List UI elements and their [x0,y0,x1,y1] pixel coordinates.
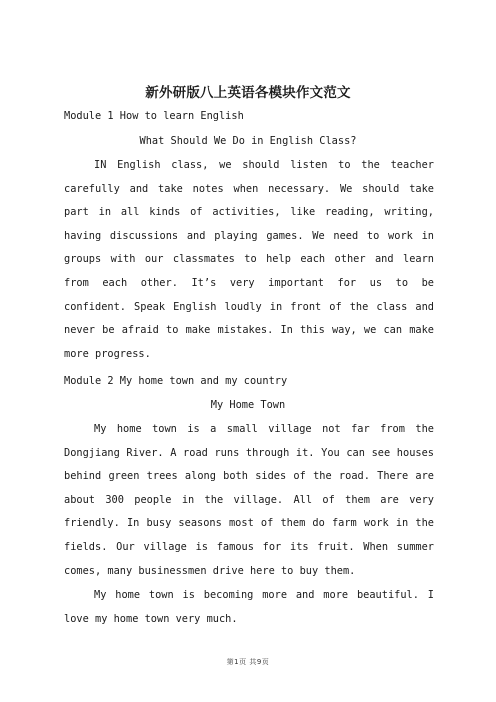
module-1-essay-paragraph: IN English class, we should listen to the teacher carefully and take notes when necessary. We should take part in all kinds of activities, like reading, writing, having discussions and playing games. We need to work in groups with our classmates to help each other and learn from each other. It’s very important for us to be confident. Speak English loudly in front of the class and never be afraid to make mistakes. In this way, we can make more progress. [64,159,434,360]
module-1-essay-title: What Should We Do in English Class? [139,135,357,147]
module-2-essay-title: My Home Town [210,399,286,411]
module-1-heading: Module 1 How to learn English [64,110,244,122]
page-number-footer: 第1页 共9页 [226,658,270,666]
module-2-essay-paragraph-2: My home town is becoming more and more beautiful. I love my home town very much. [64,589,434,625]
module-2-heading: Module 2 My home town and my country [64,375,288,387]
document-title: 新外研版八上英语各模块作文范文 [145,85,351,101]
module-2-essay-paragraph-1: My home town is a small village not far from the Dongjiang River. A road runs through it. You can see houses behind green trees along both sides of the road. There are about 300 people in the village. All of them are very friendly. In busy seasons most of them do farm work in the fields. Our village is famous for its fruit. When summer comes, many businessmen drive here to buy them. [64,423,434,577]
